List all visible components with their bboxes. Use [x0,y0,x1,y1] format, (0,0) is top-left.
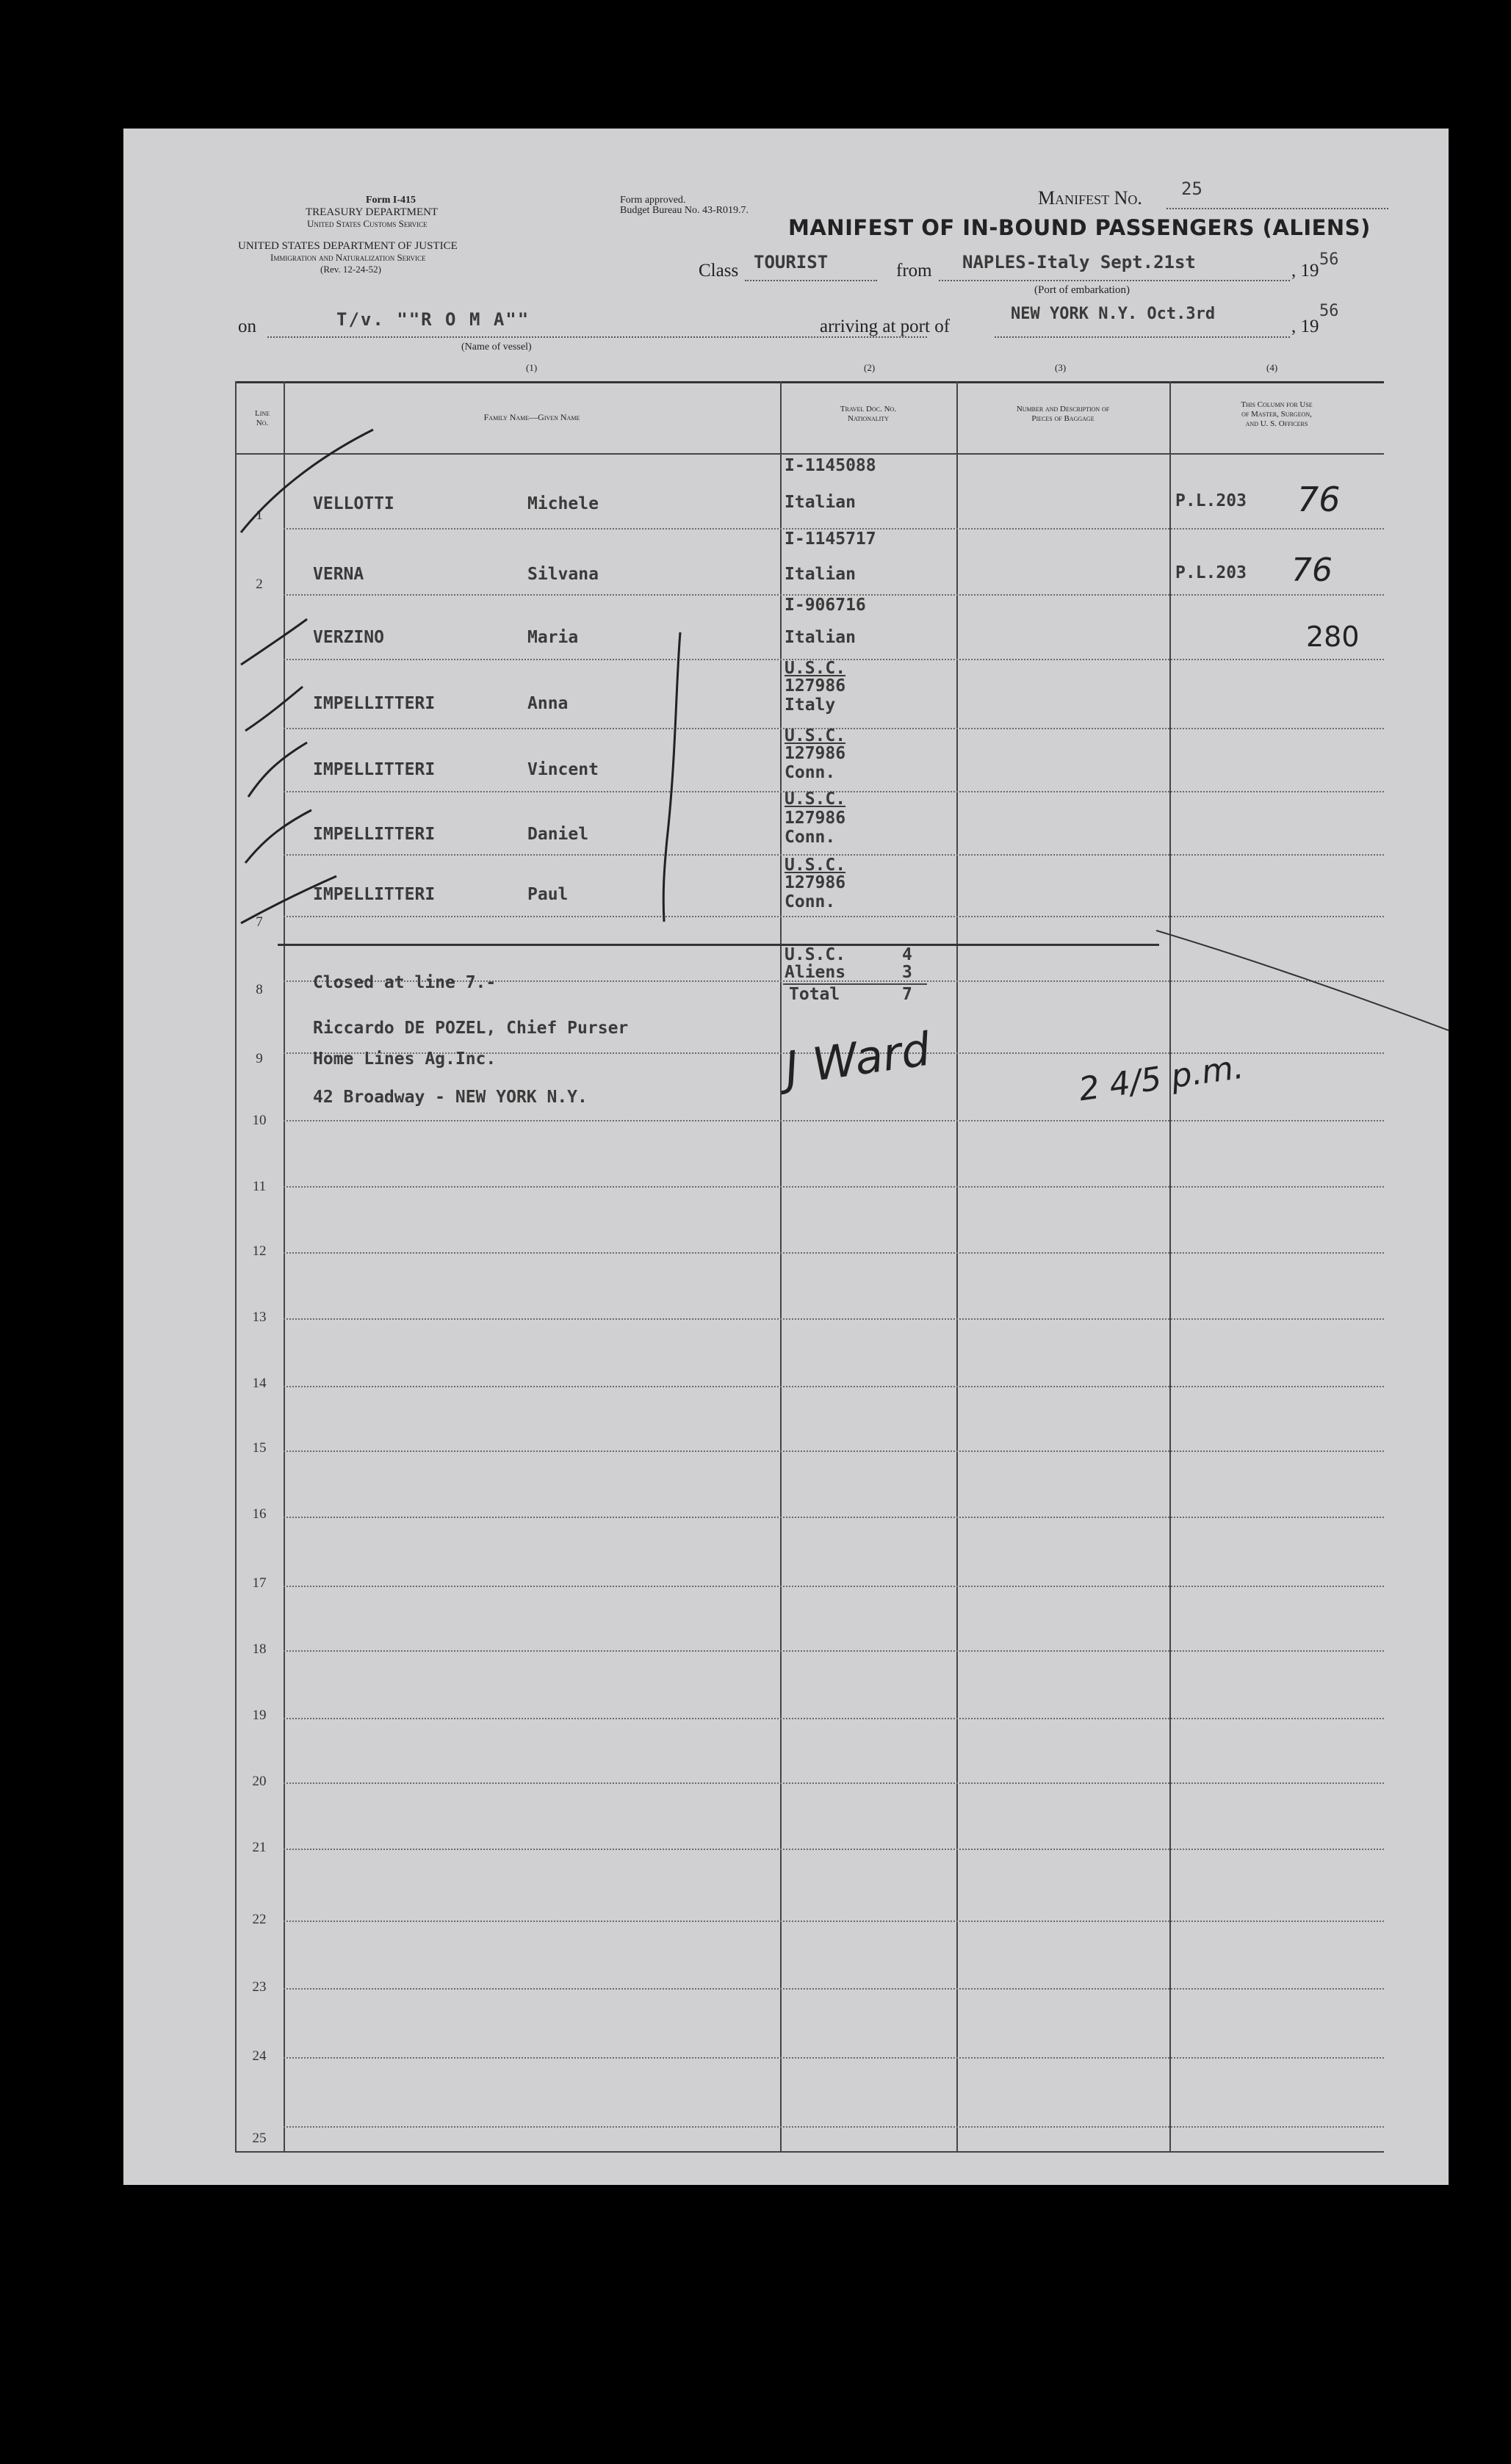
line-number: 12 [252,1243,267,1259]
usc-count: 4 [902,945,912,964]
line-number: 8 [256,982,263,997]
line-number: 9 [256,1051,263,1066]
company-address: 42 Broadway - NEW YORK N.Y. [313,1088,588,1107]
handwritten-marks [123,129,1449,1304]
budget-bureau: Budget Bureau No. 43-R019.7. [620,205,749,216]
travel-doc: U.S.C. [785,856,846,875]
handwritten-time: 2 4/5 p.m. [1076,1048,1246,1109]
col-num-2: (2) [864,362,876,373]
line-number: 15 [252,1440,267,1456]
ins-service: Immigration and Naturalization Service [270,252,426,263]
line-number: 22 [252,1912,267,1927]
nationality: Italian [785,565,856,584]
nationality: Italian [785,493,856,512]
col-header-baggage-2: Pieces of Baggage [1031,414,1095,423]
col-num-1: (1) [526,362,538,373]
officer-handwritten-mark: 76 [1297,480,1341,519]
line-number: 2 [256,577,263,592]
given-name: Michele [527,494,599,513]
nationality: Conn. [785,892,836,911]
year-prefix-2: , 19 [1291,317,1319,336]
travel-doc-number: 127986 [785,809,846,828]
revision-date: (Rev. 12-24-52) [320,264,381,275]
line-number: 20 [252,1774,267,1789]
line-number: 10 [252,1113,267,1128]
col-header-officer-1: This Column for Use [1241,400,1313,409]
line-number: 17 [252,1575,267,1591]
family-name: VERNA [313,565,364,584]
family-name: IMPELLITTERI [313,760,436,779]
col-header-line: Line [254,409,270,418]
line-number: 11 [252,1179,267,1194]
col-header-nationality: Nationality [848,414,889,423]
form-approved: Form approved. [620,195,686,206]
purser-name: Riccardo DE POZEL, Chief Purser [313,1019,629,1038]
closed-note: Closed at line 7.- [313,973,497,992]
form-number: Form I-415 [366,195,416,206]
nationality: Conn. [785,828,836,847]
col-header-travel: Travel Doc. No. [840,405,897,413]
manifest-title: MANIFEST OF IN-BOUND PASSENGERS (ALIENS) [788,215,1371,240]
travel-doc-number: 127986 [785,873,846,892]
line-number: 19 [252,1708,267,1723]
nationality: Italy [785,696,836,715]
officer-note: P.L.203 [1175,563,1247,582]
class-label: Class [699,261,739,281]
vessel-caption: (Name of vessel) [461,342,532,353]
family-name: IMPELLITTERI [313,825,436,844]
given-name: Vincent [527,760,599,779]
arriving-label: arriving at port of [820,317,951,336]
total-label: Total [789,985,840,1004]
line-number: 21 [252,1840,267,1855]
col-num-3: (3) [1055,362,1067,373]
year-prefix-1: , 19 [1291,261,1319,281]
line-number: 16 [252,1506,267,1522]
travel-doc: I-1145088 [785,456,876,475]
family-name: VERZINO [313,628,384,647]
given-name: Daniel [527,825,589,844]
from-value: NAPLES-Italy Sept.21st [962,252,1196,272]
line-number: 25 [252,2131,267,2146]
family-name: VELLOTTI [313,494,394,513]
col-header-name: Family Name—Given Name [483,412,580,422]
manifest-page [123,129,1449,2185]
total-count: 7 [902,985,912,1004]
col-header-baggage-1: Number and Description of [1016,405,1110,413]
vessel-name: T/v. ""R O M A"" [336,309,530,330]
nationality: Italian [785,628,856,647]
nationality: Conn. [785,763,836,782]
arriving-value: NEW YORK N.Y. Oct.3rd [1011,305,1216,323]
line-number: 14 [252,1376,267,1391]
port-embark-caption: (Port of embarkation) [1034,284,1130,296]
officer-handwritten-mark: 280 [1306,621,1360,653]
line-number: 24 [252,2048,267,2064]
travel-doc: I-1145717 [785,530,876,549]
line-number: 23 [252,1979,267,1995]
travel-doc: U.S.C. [785,659,846,678]
family-name: IMPELLITTERI [313,885,436,904]
col-header-officer-3: and U. S. Officers [1245,419,1308,428]
travel-doc: U.S.C. [785,726,846,745]
col-header-officer-2: of Master, Surgeon, [1241,410,1312,419]
inspector-signature: J Ward [781,1022,934,1096]
justice-dept: UNITED STATES DEPARTMENT OF JUSTICE [238,240,458,252]
line-number: 1 [256,507,263,523]
officer-note: P.L.203 [1175,491,1247,510]
from-label: from [896,261,932,281]
line-number: 18 [252,1641,267,1657]
manifest-number: 25 [1181,178,1202,199]
family-name: IMPELLITTERI [313,694,436,713]
on-label: on [238,317,256,336]
treasury-dept: TREASURY DEPARTMENT [306,206,439,218]
customs-service: United States Customs Service [307,218,428,229]
shipping-company: Home Lines Ag.Inc. [313,1049,497,1069]
class-value: TOURIST [754,252,829,272]
manifest-label: Manifest No. [1038,187,1142,209]
line-number: 7 [256,914,263,930]
given-name: Silvana [527,565,599,584]
aliens-label: Aliens [785,963,846,982]
col-header-no: No. [256,419,269,427]
line-number: 13 [252,1309,267,1325]
col-num-4: (4) [1266,362,1278,373]
travel-doc-number: 127986 [785,744,846,763]
given-name: Paul [527,885,569,904]
travel-doc: U.S.C. [785,790,846,809]
given-name: Maria [527,628,579,647]
given-name: Anna [527,694,569,713]
year-2: 56 [1319,302,1339,320]
aliens-count: 3 [902,963,912,982]
officer-handwritten-mark: 76 [1291,552,1333,589]
year-1: 56 [1319,250,1339,269]
usc-label: U.S.C. [785,945,846,964]
travel-doc: I-906716 [785,596,866,615]
travel-doc-number: 127986 [785,676,846,696]
